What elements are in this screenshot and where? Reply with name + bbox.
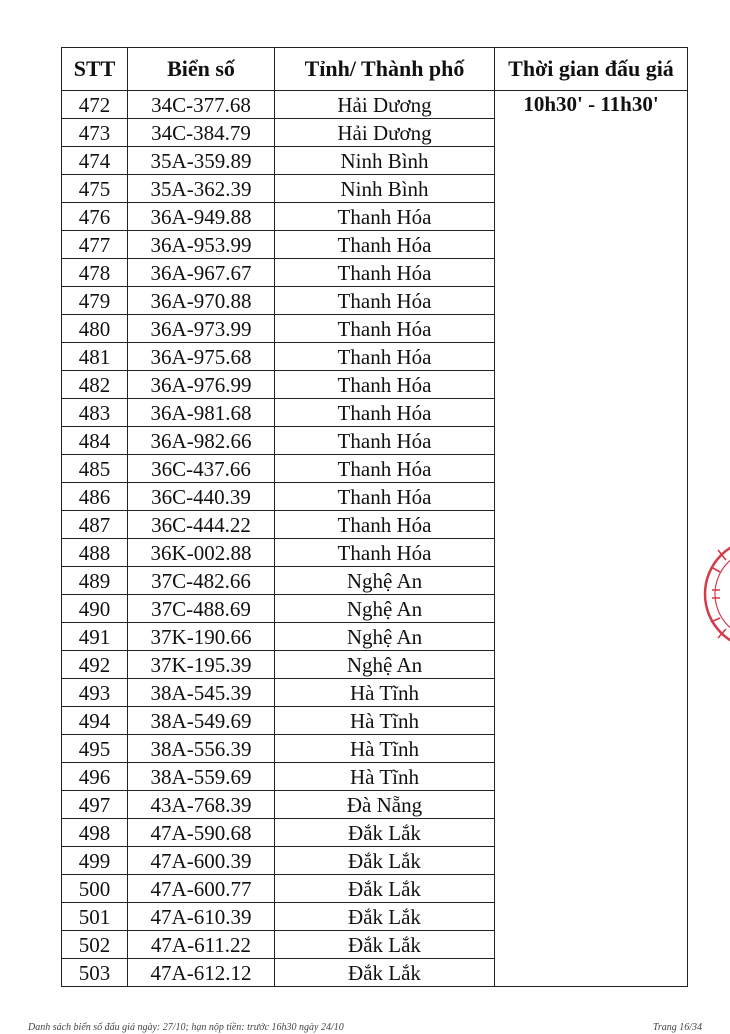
cell-plate: 36A-973.99 xyxy=(128,315,275,343)
cell-stt: 492 xyxy=(62,651,128,679)
cell-province: Đắk Lắk xyxy=(275,931,495,959)
cell-stt: 484 xyxy=(62,427,128,455)
cell-province: Hà Tĩnh xyxy=(275,763,495,791)
cell-stt: 502 xyxy=(62,931,128,959)
page-number: Trang 16/34 xyxy=(652,1022,702,1033)
header-province: Tỉnh/ Thành phố xyxy=(275,48,495,91)
cell-province: Thanh Hóa xyxy=(275,455,495,483)
cell-plate: 36A-982.66 xyxy=(128,427,275,455)
cell-stt: 503 xyxy=(62,959,128,987)
cell-time-slot: 10h30' - 11h30' xyxy=(495,91,688,987)
cell-plate: 36A-975.68 xyxy=(128,343,275,371)
cell-stt: 487 xyxy=(62,511,128,539)
cell-province: Thanh Hóa xyxy=(275,371,495,399)
cell-province: Thanh Hóa xyxy=(275,315,495,343)
cell-stt: 499 xyxy=(62,847,128,875)
cell-plate: 36K-002.88 xyxy=(128,539,275,567)
cell-stt: 498 xyxy=(62,819,128,847)
cell-stt: 482 xyxy=(62,371,128,399)
cell-stt: 472 xyxy=(62,91,128,119)
cell-province: Thanh Hóa xyxy=(275,399,495,427)
cell-plate: 34C-384.79 xyxy=(128,119,275,147)
cell-province: Thanh Hóa xyxy=(275,231,495,259)
cell-province: Nghệ An xyxy=(275,595,495,623)
red-seal-stamp-icon xyxy=(702,532,730,657)
cell-stt: 474 xyxy=(62,147,128,175)
cell-plate: 37C-488.69 xyxy=(128,595,275,623)
cell-plate: 36A-953.99 xyxy=(128,231,275,259)
cell-province: Thanh Hóa xyxy=(275,539,495,567)
cell-plate: 37K-190.66 xyxy=(128,623,275,651)
cell-province: Hải Dương xyxy=(275,91,495,119)
cell-stt: 479 xyxy=(62,287,128,315)
cell-province: Đà Nẵng xyxy=(275,791,495,819)
cell-province: Đắk Lắk xyxy=(275,819,495,847)
cell-province: Hà Tĩnh xyxy=(275,707,495,735)
cell-plate: 35A-359.89 xyxy=(128,147,275,175)
cell-plate: 36C-440.39 xyxy=(128,483,275,511)
cell-stt: 489 xyxy=(62,567,128,595)
cell-stt: 496 xyxy=(62,763,128,791)
footer-note: Danh sách biển số đấu giá ngày: 27/10; hạn nộp tiền: trước 16h30 ngày 24/10 xyxy=(28,1022,344,1033)
cell-plate: 37C-482.66 xyxy=(128,567,275,595)
cell-plate: 47A-610.39 xyxy=(128,903,275,931)
cell-plate: 36A-967.67 xyxy=(128,259,275,287)
cell-stt: 495 xyxy=(62,735,128,763)
cell-stt: 476 xyxy=(62,203,128,231)
cell-province: Ninh Bình xyxy=(275,147,495,175)
cell-plate: 47A-590.68 xyxy=(128,819,275,847)
cell-plate: 36A-970.88 xyxy=(128,287,275,315)
cell-province: Hải Dương xyxy=(275,119,495,147)
cell-province: Đắk Lắk xyxy=(275,903,495,931)
cell-province: Hà Tĩnh xyxy=(275,735,495,763)
cell-plate: 47A-612.12 xyxy=(128,959,275,987)
cell-plate: 43A-768.39 xyxy=(128,791,275,819)
header-time: Thời gian đấu giá xyxy=(495,48,688,91)
cell-stt: 486 xyxy=(62,483,128,511)
plates-table xyxy=(61,47,688,987)
cell-province: Thanh Hóa xyxy=(275,287,495,315)
cell-province: Thanh Hóa xyxy=(275,511,495,539)
cell-plate: 38A-545.39 xyxy=(128,679,275,707)
cell-stt: 497 xyxy=(62,791,128,819)
cell-province: Hà Tĩnh xyxy=(275,679,495,707)
cell-plate: 38A-549.69 xyxy=(128,707,275,735)
cell-plate: 36A-976.99 xyxy=(128,371,275,399)
cell-province: Thanh Hóa xyxy=(275,259,495,287)
cell-plate: 36C-444.22 xyxy=(128,511,275,539)
cell-province: Thanh Hóa xyxy=(275,343,495,371)
cell-stt: 481 xyxy=(62,343,128,371)
header-stt: STT xyxy=(62,48,128,91)
table-row xyxy=(62,91,688,119)
cell-province: Thanh Hóa xyxy=(275,483,495,511)
cell-plate: 36C-437.66 xyxy=(128,455,275,483)
cell-plate: 47A-611.22 xyxy=(128,931,275,959)
cell-stt: 490 xyxy=(62,595,128,623)
cell-province: Thanh Hóa xyxy=(275,203,495,231)
cell-plate: 36A-949.88 xyxy=(128,203,275,231)
cell-province: Nghệ An xyxy=(275,567,495,595)
table-body xyxy=(62,91,688,987)
cell-stt: 477 xyxy=(62,231,128,259)
cell-plate: 47A-600.77 xyxy=(128,875,275,903)
cell-plate: 37K-195.39 xyxy=(128,651,275,679)
cell-province: Đắk Lắk xyxy=(275,847,495,875)
cell-stt: 483 xyxy=(62,399,128,427)
cell-stt: 500 xyxy=(62,875,128,903)
cell-plate: 38A-556.39 xyxy=(128,735,275,763)
cell-province: Nghệ An xyxy=(275,623,495,651)
header-row xyxy=(62,48,688,91)
cell-province: Đắk Lắk xyxy=(275,875,495,903)
cell-stt: 485 xyxy=(62,455,128,483)
cell-plate: 36A-981.68 xyxy=(128,399,275,427)
cell-stt: 491 xyxy=(62,623,128,651)
cell-stt: 493 xyxy=(62,679,128,707)
cell-stt: 478 xyxy=(62,259,128,287)
cell-province: Thanh Hóa xyxy=(275,427,495,455)
header-plate: Biển số xyxy=(128,48,275,91)
cell-stt: 480 xyxy=(62,315,128,343)
cell-stt: 475 xyxy=(62,175,128,203)
cell-plate: 34C-377.68 xyxy=(128,91,275,119)
cell-province: Nghệ An xyxy=(275,651,495,679)
cell-plate: 47A-600.39 xyxy=(128,847,275,875)
cell-stt: 473 xyxy=(62,119,128,147)
cell-stt: 494 xyxy=(62,707,128,735)
cell-plate: 38A-559.69 xyxy=(128,763,275,791)
cell-plate: 35A-362.39 xyxy=(128,175,275,203)
cell-province: Đắk Lắk xyxy=(275,959,495,987)
cell-province: Ninh Bình xyxy=(275,175,495,203)
cell-stt: 488 xyxy=(62,539,128,567)
cell-stt: 501 xyxy=(62,903,128,931)
